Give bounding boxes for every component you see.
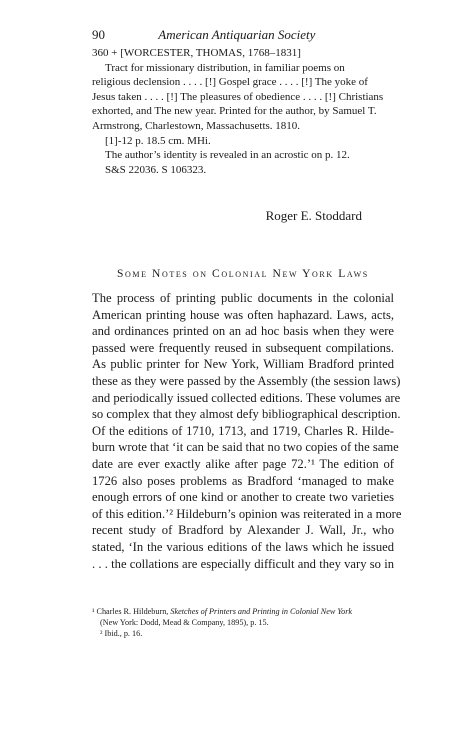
entry-line: Armstrong, Charlestown, Massachusetts. 1810. — [92, 119, 301, 132]
entry-line: Jesus taken . . . . [!] The pleasures of obedience . . . . [!] Christians — [92, 90, 384, 103]
footnote-2: ² Ibid., p. 16. — [100, 629, 143, 638]
footnote-1-prefix: ¹ Charles R. Hildeburn, — [92, 607, 171, 616]
footnote-1-title: Sketches of Printers and Printing in Colonial New York — [170, 607, 353, 616]
page-number: 90 — [92, 27, 105, 42]
body-line: passed were frequently reused in subsequent compilations. — [92, 340, 394, 355]
body-line: these as they were passed by the Assembly (the session laws) — [92, 373, 401, 388]
body-line: Of the editions of 1710, 1713, and 1719, Charles R. Hilde- — [92, 423, 394, 438]
body-line: burn wrote that ‘it can be said that no two copies of the same — [92, 440, 399, 455]
body-line: stated, ‘In the various editions of the laws which he issued — [92, 539, 394, 554]
author-signature: Roger E. Stoddard — [265, 208, 362, 223]
entry-references: S&S 22036. S 106323. — [105, 163, 207, 176]
body-line: As public printer for New York, William Bradford printed — [92, 357, 394, 372]
footnote-1-continued: (New York: Dodd, Mead & Company, 1895), p. 15. — [100, 618, 269, 627]
body-paragraph — [92, 290, 402, 572]
body-line: . . . the collations are especially difficult and they vary so in — [92, 556, 394, 571]
body-line: and periodically issued collected editions. These volumes are — [92, 390, 401, 405]
body-line: 1726 also poses problems as Bradford ‘managed to make — [92, 473, 394, 488]
entry-heading: 360 + [WORCESTER, THOMAS, 1768–1831] — [92, 47, 301, 59]
section-heading: Some Notes on Colonial New York Laws — [117, 268, 369, 280]
body-line: recent study of Bradford by Alexander J. Wall, Jr., who — [92, 523, 394, 538]
footnotes — [92, 606, 392, 639]
body-line: American printing house was often haphazard. Laws, acts, — [92, 307, 394, 322]
body-line: so complex that they almost defy bibliographical description. — [92, 407, 401, 422]
body-line: and ordinances printed on an ad hoc basis when they were — [92, 324, 394, 339]
body-line: of this edition.’² Hildeburn’s opinion was reiterated in a more — [92, 506, 402, 521]
body-line: The process of printing public documents in the colonial — [92, 291, 394, 305]
entry-line: exhorted, and The new year. Printed for the author, by Samuel T. — [92, 105, 377, 118]
entry-line: religious declension . . . . [!] Gospel grace . . . . [!] The yoke of — [92, 76, 368, 89]
bibliographic-entry — [92, 46, 392, 177]
body-line: enough errors of one kind or another to create two varieties — [92, 490, 394, 505]
journal-title: American Antiquarian Society — [158, 27, 316, 42]
entry-collation: [1]-12 p. 18.5 cm. MHi. — [105, 134, 211, 147]
running-head — [92, 27, 315, 43]
entry-line: Tract for missionary distribution, in familiar poems on — [105, 61, 345, 74]
body-line: date are ever exactly alike after page 72.’¹ The edition of — [92, 456, 394, 471]
footnote-1 — [92, 606, 392, 617]
entry-note: The author’s identity is revealed in an acrostic on p. 12. — [105, 149, 350, 162]
